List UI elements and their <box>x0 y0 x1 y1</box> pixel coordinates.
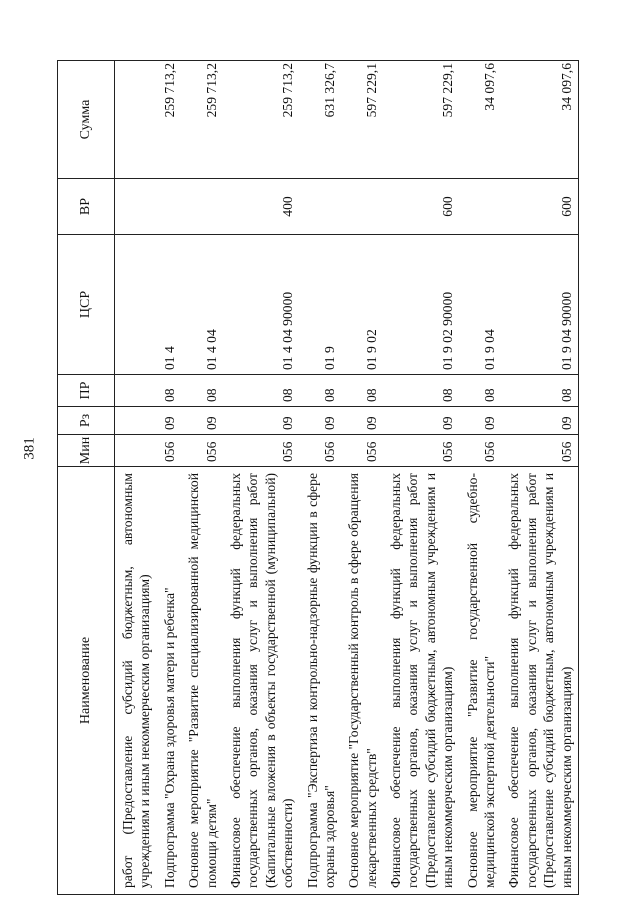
cell-name: Основное мероприятие "Государственный контроль в сфере обращения лекарственных средств" <box>341 467 383 895</box>
cell-pr <box>115 375 157 407</box>
cell-csr: 01 4 04 90000 <box>223 235 300 375</box>
cell-name: работ (Предоставление субсидий бюджетным, автономным учреждениям и иным некоммерческим организациям) <box>115 467 157 895</box>
table-row <box>223 61 300 895</box>
cell-vr <box>115 179 157 235</box>
cell-vr <box>460 179 502 235</box>
cell-sum: 597 229,1 <box>341 61 383 179</box>
cell-pr: 08 <box>223 375 300 407</box>
table-row <box>460 61 502 895</box>
page-number: 381 <box>21 437 38 460</box>
cell-rz: 09 <box>300 407 342 435</box>
cell-name: Подпрограмма "Охрана здоровья матери и ребенка" <box>157 467 181 895</box>
cell-pr: 08 <box>181 375 223 407</box>
cell-sum: 259 713,2 <box>157 61 181 179</box>
cell-csr: 01 9 04 90000 <box>501 235 578 375</box>
cell-min: 056 <box>501 435 578 467</box>
cell-rz: 09 <box>223 407 300 435</box>
table-row <box>157 61 181 895</box>
header-vr: ВР <box>58 179 115 235</box>
cell-pr: 08 <box>341 375 383 407</box>
cell-min: 056 <box>223 435 300 467</box>
cell-pr: 08 <box>460 375 502 407</box>
cell-sum: 631 326,7 <box>300 61 342 179</box>
header-name: Наименование <box>58 467 115 895</box>
cell-pr: 08 <box>383 375 460 407</box>
cell-min: 056 <box>383 435 460 467</box>
table-row <box>115 61 157 895</box>
cell-vr <box>341 179 383 235</box>
table-row <box>501 61 578 895</box>
header-min: Мин <box>58 435 115 467</box>
cell-min: 056 <box>300 435 342 467</box>
cell-csr: 01 9 02 <box>341 235 383 375</box>
cell-rz: 09 <box>157 407 181 435</box>
cell-vr: 400 <box>223 179 300 235</box>
cell-vr <box>300 179 342 235</box>
table-row <box>181 61 223 895</box>
cell-vr: 600 <box>501 179 578 235</box>
cell-rz <box>115 407 157 435</box>
cell-vr: 600 <box>383 179 460 235</box>
budget-table <box>57 60 579 895</box>
header-rz: Рз <box>58 407 115 435</box>
cell-name: Финансовое обеспечение выполнения функций федеральных государственных органов, оказания услуг и выполнения работ (Предоставление субсидий бюджетным, автономным учреждениям и иным некоммерческим организациям) <box>383 467 460 895</box>
rotated-sheet <box>57 61 610 895</box>
table-row <box>383 61 460 895</box>
cell-pr: 08 <box>157 375 181 407</box>
header-sum: Сумма <box>58 61 115 179</box>
cell-csr: 01 4 04 <box>181 235 223 375</box>
cell-sum: 34 097,6 <box>501 61 578 179</box>
cell-sum: 259 713,2 <box>223 61 300 179</box>
cell-csr: 01 9 04 <box>460 235 502 375</box>
cell-rz: 09 <box>341 407 383 435</box>
cell-min: 056 <box>157 435 181 467</box>
cell-sum <box>115 61 157 179</box>
cell-csr <box>115 235 157 375</box>
cell-vr <box>181 179 223 235</box>
cell-name: Подпрограмма "Экспертиза и контрольно-надзорные функции в сфере охраны здоровья" <box>300 467 342 895</box>
cell-sum: 259 713,2 <box>181 61 223 179</box>
cell-min: 056 <box>460 435 502 467</box>
cell-name: Основное мероприятие "Развитие специализированной медицинской помощи детям" <box>181 467 223 895</box>
table-row <box>300 61 342 895</box>
cell-csr: 01 9 <box>300 235 342 375</box>
cell-vr <box>157 179 181 235</box>
cell-sum: 34 097,6 <box>460 61 502 179</box>
cell-name: Основное мероприятие "Развитие государственной судебно-медицинской экспертной деятельности" <box>460 467 502 895</box>
header-csr: ЦСР <box>58 235 115 375</box>
cell-sum: 597 229,1 <box>383 61 460 179</box>
cell-csr: 01 9 02 90000 <box>383 235 460 375</box>
cell-min <box>115 435 157 467</box>
cell-pr: 08 <box>300 375 342 407</box>
cell-rz: 09 <box>460 407 502 435</box>
cell-pr: 08 <box>501 375 578 407</box>
cell-rz: 09 <box>383 407 460 435</box>
cell-rz: 09 <box>501 407 578 435</box>
cell-csr: 01 4 <box>157 235 181 375</box>
cell-min: 056 <box>341 435 383 467</box>
cell-name: Финансовое обеспечение выполнения функций федеральных государственных органов, оказания услуг и выполнения работ (Капитальные вложения в объекты государственной (муниципальной) собственности) <box>223 467 300 895</box>
cell-min: 056 <box>181 435 223 467</box>
cell-rz: 09 <box>181 407 223 435</box>
table-row <box>341 61 383 895</box>
header-pr: ПР <box>58 375 115 407</box>
table-header-row <box>58 61 115 895</box>
cell-name: Финансовое обеспечение выполнения функций федеральных государственных органов, оказания услуг и выполнения работ (Предоставление субсидий бюджетным, автономным учреждениям и иным некоммерческим организациям) <box>501 467 578 895</box>
